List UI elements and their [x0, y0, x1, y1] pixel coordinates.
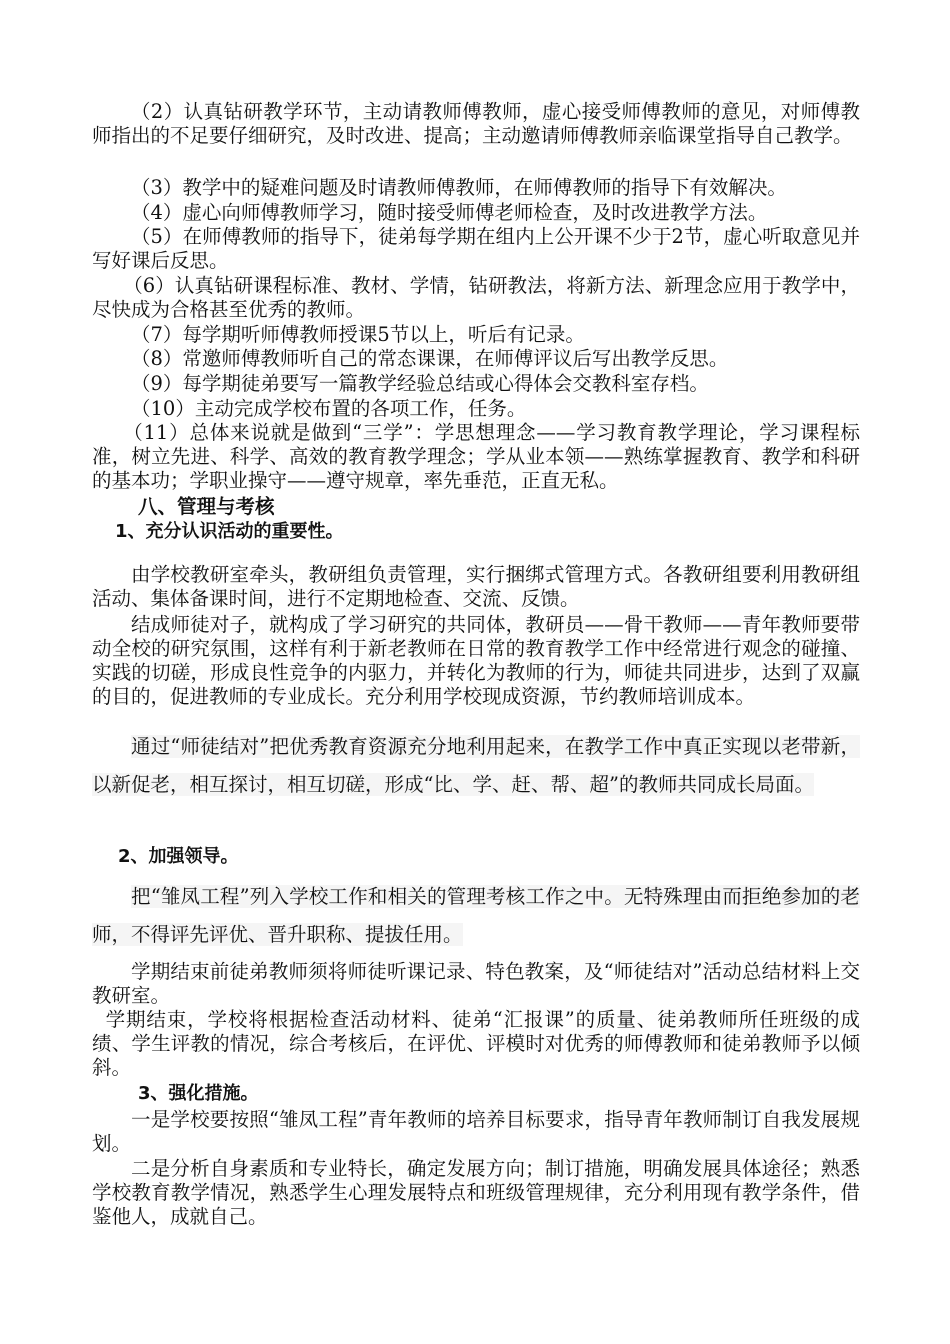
- paragraph-item-7: （7）每学期听师傅教师授课5节以上，听后有记录。: [131, 323, 585, 346]
- paragraph-1-3-text: 通过“师徒结对”把优秀教育资源充分地利用起来，在教学工作中真正实现以老带新，以新促老，相互探讨，相互切磋，形成“比、学、赶、帮、超”的教师共同成长局面。: [92, 735, 860, 796]
- paragraph-item-11: （11）总体来说就是做到“三学”：学思想理念——学习教育教学理论，学习课程标准，树立先进、科学、高效的教育教学理念；学从业本领——熟练掌握教育、教学和科研的基本功；学职业操守——遵守规章，率先垂范，正直无私。: [92, 421, 860, 492]
- paragraph-item-4: （4）虚心向师傅教师学习，随时接受师傅老师检查，及时改进教学方法。: [131, 201, 768, 224]
- paragraph-item-3: （3）教学中的疑难问题及时请教师傅教师，在师傅教师的指导下有效解决。: [131, 176, 787, 199]
- paragraph-item-2: （2）认真钻研教学环节，主动请教师傅教师，虚心接受师傅教师的意见，对师傅教师指出的不足要仔细研究，及时改进、提高；主动邀请师傅教师亲临课堂指导自己教学。: [92, 100, 860, 147]
- paragraph-1-1: 由学校教研室牵头，教研组负责管理，实行捆绑式管理方式。各教研组要利用教研组活动、集体备课时间，进行不定期地检查、交流、反馈。: [92, 563, 860, 610]
- paragraph-2-1: [92, 878, 860, 954]
- paragraph-3-1: 一是学校要按照“雏凤工程”青年教师的培养目标要求，指导青年教师制订自我发展规划。: [92, 1108, 860, 1155]
- paragraph-1-2: 结成师徒对子，就构成了学习研究的共同体，教研员——骨干教师——青年教师要带动全校的研究氛围，这样有利于新老教师在日常的教育教学工作中经常进行观念的碰撞、实践的切磋，形成良性竞争的内驱力，并转化为教师的行为，师徒共同进步，达到了双赢的目的，促进教师的专业成长。充分利用学校现成资源，节约教师培训成本。: [92, 613, 860, 708]
- paragraph-item-5: （5）在师傅教师的指导下，徒弟每学期在组内上公开课不少于2节，虚心听取意见并写好课后反思。: [92, 225, 860, 272]
- paragraph-item-6: （6）认真钻研课程标准、教材、学情，钻研教法，将新方法、新理念应用于教学中，尽快成为合格甚至优秀的教师。: [92, 274, 860, 321]
- paragraph-2-2: 学期结束前徒弟教师须将师徒听课记录、特色教案，及“师徒结对”活动总结材料上交教研室。: [92, 960, 860, 1007]
- section-title: 八、管理与考核: [138, 495, 275, 518]
- subheading-1: 1、充分认识活动的重要性。: [115, 521, 344, 542]
- subheading-2: 2、加强领导。: [118, 846, 239, 867]
- paragraph-3-2: 二是分析自身素质和专业特长，确定发展方向；制订措施，明确发展具体途径；熟悉学校教育教学情况，熟悉学生心理发展特点和班级管理规律，充分利用现有教学条件，借鉴他人，成就自己。: [92, 1157, 860, 1228]
- subheading-3: 3、强化措施。: [138, 1083, 259, 1104]
- paragraph-2-1-text: 把“雏凤工程”列入学校工作和相关的管理考核工作之中。无特殊理由而拒绝参加的老师，不得评先评优、晋升职称、提拔任用。: [92, 885, 860, 946]
- paragraph-item-8: （8）常邀师傅教师听自己的常态课课，在师傅评议后写出教学反思。: [131, 347, 729, 370]
- paragraph-item-10: （10）主动完成学校布置的各项工作，任务。: [131, 397, 527, 420]
- paragraph-item-9: （9）每学期徒弟要写一篇教学经验总结或心得体会交教科室存档。: [131, 372, 709, 395]
- paragraph-1-3: [92, 728, 860, 804]
- paragraph-2-3: 学期结束，学校将根据检查活动材料、徒弟“汇报课”的质量、徒弟教师所任班级的成绩、学生评教的情况，综合考核后，在评优、评模时对优秀的师傅教师和徒弟教师予以倾斜。: [92, 1008, 860, 1079]
